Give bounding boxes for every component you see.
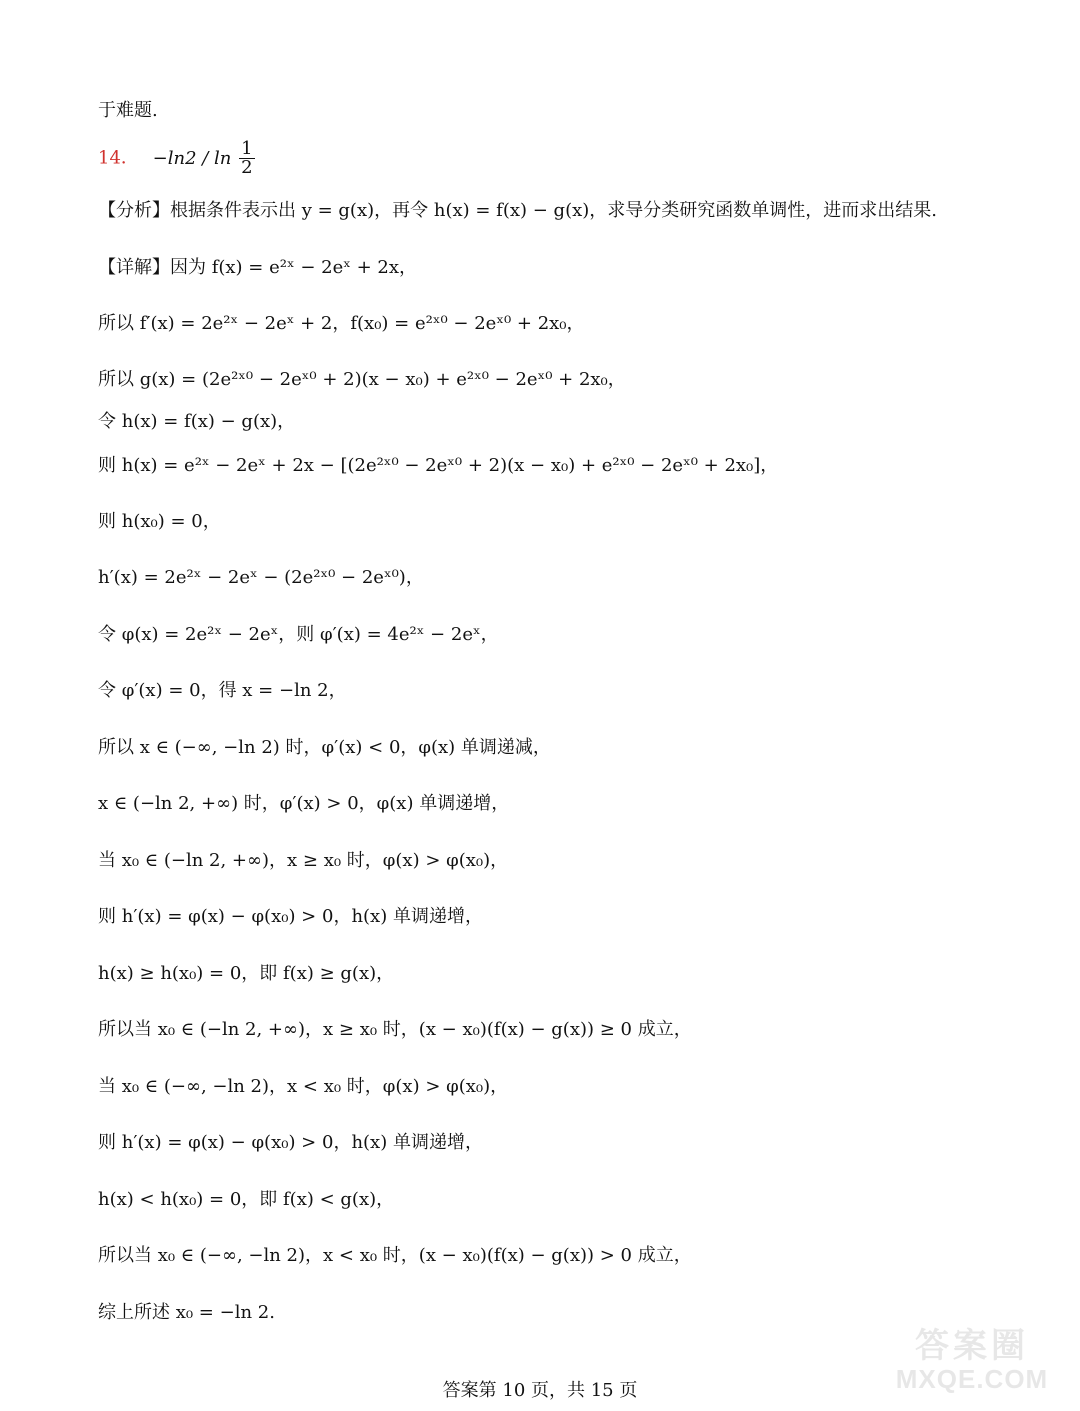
fraction-numerator: 1 — [241, 138, 253, 159]
watermark-url: MXQE.COM — [895, 1364, 1049, 1394]
watermark-logo — [892, 1318, 1052, 1398]
fraction-denominator: 2 — [241, 157, 253, 178]
question-number: 14． — [98, 147, 139, 169]
derivation-line: h(x) ≥ h(x₀) = 0，即 f(x) ≥ g(x)， — [98, 963, 395, 984]
derivation-line: 令 h(x) = f(x) − g(x)， — [98, 411, 296, 432]
page-footer: 答案第 10 页，共 15 页 — [442, 1380, 638, 1401]
derivation-line: 所以当 x₀ ∈ (−∞, −ln 2)，x < x₀ 时，(x − x₀)(f(x) − g(x)) > 0 成立， — [98, 1245, 692, 1266]
derivation-line: 所以 f′(x) = 2e²ˣ − 2eˣ + 2，f(x₀) = e²ˣ⁰ − 2eˣ⁰ + 2x₀， — [98, 313, 585, 334]
conclusion-line: 综上所述 x₀ = −ln 2. — [98, 1302, 275, 1323]
derivation-line: h′(x) = 2e²ˣ − 2eˣ − (2e²ˣ⁰ − 2eˣ⁰)， — [98, 567, 424, 588]
derivation-line: 令 φ′(x) = 0，得 x = −ln 2， — [98, 680, 347, 701]
derivation-line: 则 h′(x) = φ(x) − φ(x₀) > 0，h(x) 单调递增， — [98, 1132, 483, 1153]
derivation-line: 则 h(x₀) = 0， — [98, 511, 221, 532]
derivation-line: 所以 g(x) = (2e²ˣ⁰ − 2eˣ⁰ + 2)(x − x₀) + e²ˣ⁰ − 2eˣ⁰ + 2x₀， — [98, 369, 626, 390]
derivation-line: x ∈ (−ln 2, +∞) 时，φ′(x) > 0，φ(x) 单调递增， — [98, 793, 510, 814]
fraction — [239, 140, 254, 177]
derivation-line: 所以当 x₀ ∈ (−ln 2, +∞)，x ≥ x₀ 时，(x − x₀)(f(x) − g(x)) ≥ 0 成立， — [98, 1019, 692, 1040]
derivation-line: 当 x₀ ∈ (−∞, −ln 2)，x < x₀ 时，φ(x) > φ(x₀)， — [98, 1076, 509, 1097]
answer-expression: −ln2 / ln — [152, 147, 232, 169]
derivation-line: 令 φ(x) = 2e²ˣ − 2eˣ，则 φ′(x) = 4e²ˣ − 2eˣ， — [98, 624, 499, 645]
derivation-line: 当 x₀ ∈ (−ln 2, +∞)，x ≥ x₀ 时，φ(x) > φ(x₀)， — [98, 850, 509, 871]
text-line: 于难题. — [98, 100, 158, 121]
watermark-title: 答案圈 — [915, 1327, 1029, 1365]
analysis-line: 【分析】根据条件表示出 y = g(x)，再令 h(x) = f(x) − g(x)，求导分类研究函数单调性，进而求出结果. — [98, 200, 937, 221]
derivation-line: h(x) < h(x₀) = 0，即 f(x) < g(x)， — [98, 1189, 395, 1210]
solution-line: 【详解】因为 f(x) = e²ˣ − 2eˣ + 2x， — [98, 257, 417, 278]
derivation-line: 则 h′(x) = φ(x) − φ(x₀) > 0，h(x) 单调递增， — [98, 906, 483, 927]
derivation-line: 所以 x ∈ (−∞, −ln 2) 时，φ′(x) < 0，φ(x) 单调递减， — [98, 737, 551, 758]
derivation-line: 则 h(x) = e²ˣ − 2eˣ + 2x − [(2e²ˣ⁰ − 2eˣ⁰ + 2)(x − x₀) + e²ˣ⁰ − 2eˣ⁰ + 2x₀]， — [98, 455, 779, 476]
answer-line — [98, 140, 255, 177]
